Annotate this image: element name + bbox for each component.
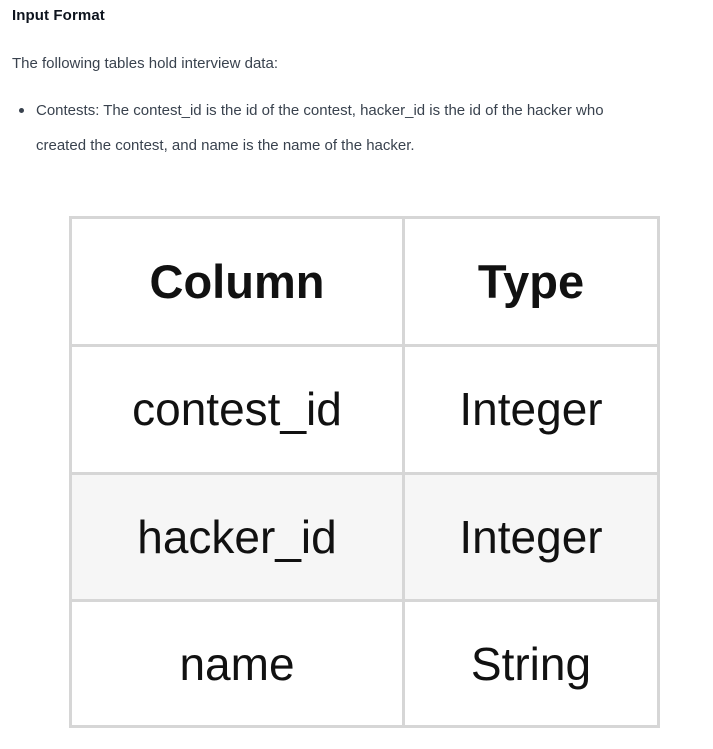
- cell-column: hacker_id: [72, 473, 404, 601]
- bullet-list: [16, 93, 706, 163]
- cell-type: Integer: [404, 346, 658, 474]
- intro-text: The following tables hold interview data:: [12, 55, 278, 72]
- list-item: [16, 93, 706, 163]
- table-row: [72, 601, 657, 725]
- cell-column: contest_id: [72, 346, 404, 474]
- table-header-row: [72, 219, 657, 346]
- header-type: Type: [404, 219, 658, 346]
- table-row: [72, 346, 657, 474]
- bullet-line-1: Contests: The contest_id is the id of the contest, hacker_id is the id of the hacker who: [36, 102, 604, 119]
- bullet-line-2: created the contest, and name is the name of the hacker.: [36, 137, 415, 154]
- table-row: [72, 473, 657, 601]
- schema-table: [72, 219, 657, 725]
- cell-type: String: [404, 601, 658, 725]
- header-column: Column: [72, 219, 404, 346]
- section-title: Input Format: [12, 7, 105, 24]
- schema-table-image: [69, 216, 660, 728]
- bullet-dot-icon: [19, 108, 24, 113]
- cell-column: name: [72, 601, 404, 725]
- cell-type: Integer: [404, 473, 658, 601]
